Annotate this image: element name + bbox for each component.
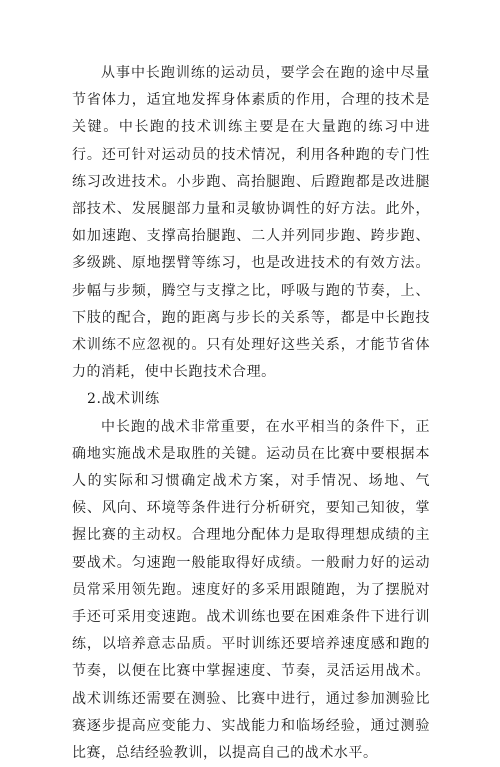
tactics-paragraph: 中长跑的战术非常重要，在水平相当的条件下，正确地实施战术是取胜的关键。运动员在比赛中要根据本人的实际和习惯确定战术方案，对手情况、场地、气候、风向、环境等条件进行分析研究，要知己知彼，掌握比赛的主动权。合理地分配体力是取得理想成绩的主要战术。匀速跑一般能取得好成绩。一般耐力好的运动员常采用领先跑。速度好的多采用跟随跑，为了摆脱对手还可采用变速跑。战术训练也要在困难条件下进行训练，以培养意志品质。平时训练还要培养速度感和跑的节奏，以便在比赛中掌握速度、节奏，灵活运用战术。战术训练还需要在测验、比赛中进行，通过参加测验比赛逐步提高应变能力、实战能力和临场经验，通过测验比赛，总结经验教训，以提高自己的战术水平。	[72, 418, 430, 762]
section-heading: 2.战术训练	[87, 391, 160, 408]
technique-paragraph: 从事中长跑训练的运动员，要学会在跑的途中尽量节省体力，适宜地发挥身体素质的作用，合理的技术是关键。中长跑的技术训练主要是在大量跑的练习中进行。还可针对运动员的技术情况，利用各种跑的专门性练习改进技术。小步跑、高抬腿跑、后蹬跑都是改进腿部技术、发展腿部力量和灵敏协调性的好方法。此外，如加速跑、支撑高抬腿跑、二人并列同步跑、跨步跑、多级跳、原地摆臂等练习，也是改进技术的有效方法。步幅与步频，腾空与支撑之比，呼吸与跑的节奏，上、下肢的配合，跑的距离与步长的关系等，都是中长跑技术训练不应忽视的。只有处理好这些关系，才能节省体力的消耗，使中长跑技术合理。	[72, 65, 430, 381]
document-page	[72, 60, 430, 767]
